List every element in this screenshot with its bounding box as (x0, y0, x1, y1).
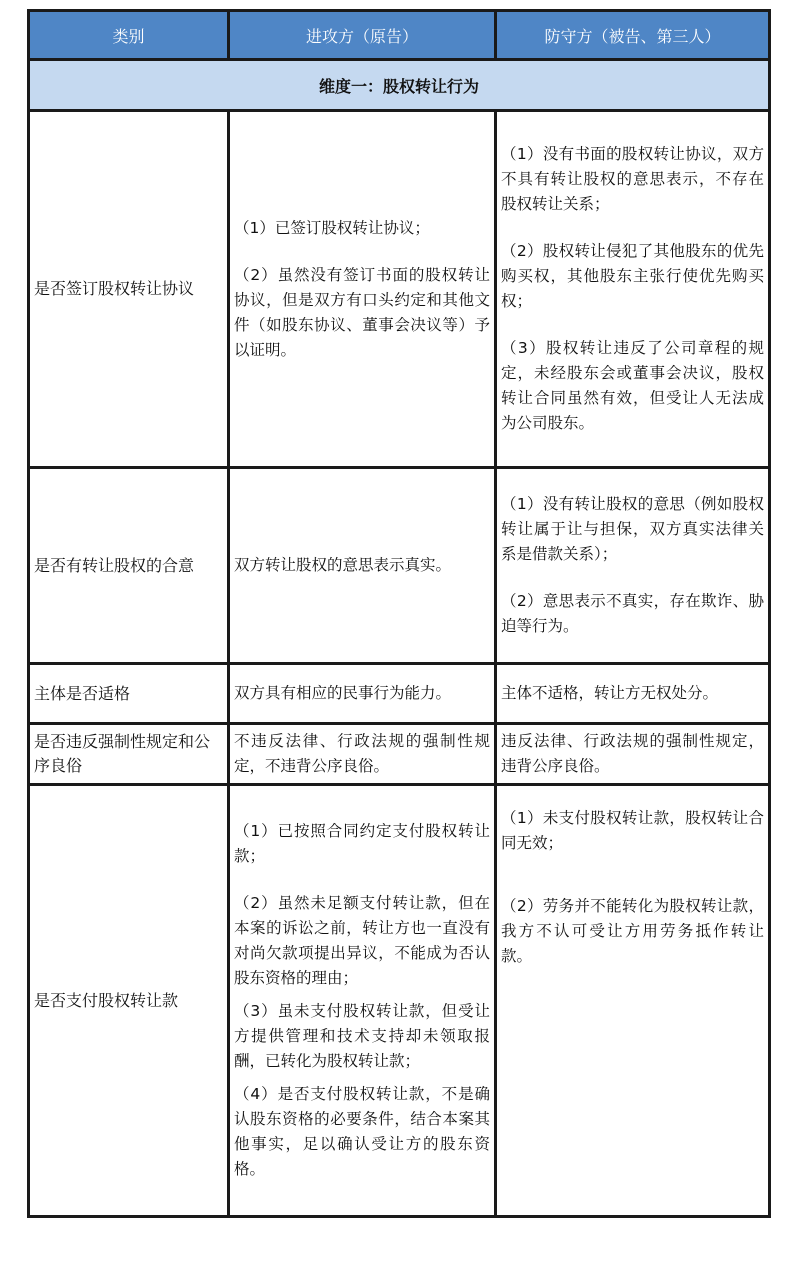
defense-cell (496, 664, 770, 724)
attack-point: （1）已签订股权转让协议； (234, 218, 430, 237)
defense-point: （1）未支付股权转让款，股权转让合同无效； (501, 809, 764, 852)
defense-point: （3）股权转让违反了公司章程的规定，未经股东会或董事会决议，股权转让合同虽然有效，但受让人无法成为公司股东。 (501, 339, 764, 432)
header-defense: 防守方（被告、第三人） (496, 11, 770, 60)
row-category: 是否有转让股权的合意 (29, 468, 229, 664)
defense-cell (496, 468, 770, 664)
header-row (29, 11, 770, 60)
attack-cell (229, 724, 496, 785)
defense-point: 主体不适格，转让方无权处分。 (501, 684, 719, 702)
attack-cell (229, 664, 496, 724)
dimension-title: 维度一：股权转让行为 (29, 60, 770, 111)
defense-point: （1）没有转让股权的意思（例如股权转让属于让与担保，双方真实法律关系是借款关系）； (501, 495, 764, 563)
attack-cell (229, 111, 496, 468)
attack-point: （2）虽然没有签订书面的股权转让协议，但是双方有口头约定和其他文件（如股东协议、董事会决议等）予以证明。 (234, 265, 490, 359)
row-category: 是否签订股权转让协议 (29, 111, 229, 468)
table-row (29, 111, 770, 468)
attack-point: 不违反法律、行政法规的强制性规定，不违背公序良俗。 (234, 732, 490, 775)
table-row (29, 664, 770, 724)
attack-point: （1）已按照合同约定支付股权转让款； (234, 822, 490, 865)
defense-point: （2）股权转让侵犯了其他股东的优先购买权，其他股东主张行使优先购买权； (501, 242, 764, 310)
header-category: 类别 (29, 11, 229, 60)
defense-point: （1）没有书面的股权转让协议，双方不具有转让股权的意思表示，不存在股权转让关系； (501, 145, 764, 213)
table-row (29, 724, 770, 785)
defense-cell (496, 724, 770, 785)
defense-point: （2）意思表示不真实，存在欺诈、胁迫等行为。 (501, 592, 764, 635)
attack-point: （2）虽然未足额支付转让款，但在本案的诉讼之前，转让方也一直没有对尚欠款项提出异议，不能成为否认股东资格的理由； (234, 894, 490, 987)
table-row (29, 468, 770, 664)
defense-point: （2）劳务并不能转化为股权转让款，我方不认可受让方用劳务抵作转让款。 (501, 897, 764, 965)
row-category: 是否支付股权转让款 (29, 785, 229, 1217)
attack-cell (229, 785, 496, 1217)
attack-point: （4）是否支付股权转让款，不是确认股东资格的必要条件，结合本案其他事实，足以确认受让方的股东资格。 (234, 1085, 490, 1178)
defense-cell (496, 111, 770, 468)
defense-point: 违反法律、行政法规的强制性规定，违背公序良俗。 (501, 732, 764, 775)
defense-cell (496, 785, 770, 1217)
attack-cell (229, 468, 496, 664)
row-category: 主体是否适格 (29, 664, 229, 724)
comparison-table (27, 9, 771, 1218)
attack-point: 双方具有相应的民事行为能力。 (234, 684, 452, 702)
attack-point: 双方转让股权的意思表示真实。 (234, 556, 452, 574)
row-category: 是否违反强制性规定和公序良俗 (29, 724, 229, 785)
header-attack: 进攻方（原告） (229, 11, 496, 60)
table-row (29, 785, 770, 1217)
dimension-row (29, 60, 770, 111)
attack-point: （3）虽未支付股权转让款，但受让方提供管理和技术支持却未领取报酬，已转化为股权转让款； (234, 1002, 490, 1070)
